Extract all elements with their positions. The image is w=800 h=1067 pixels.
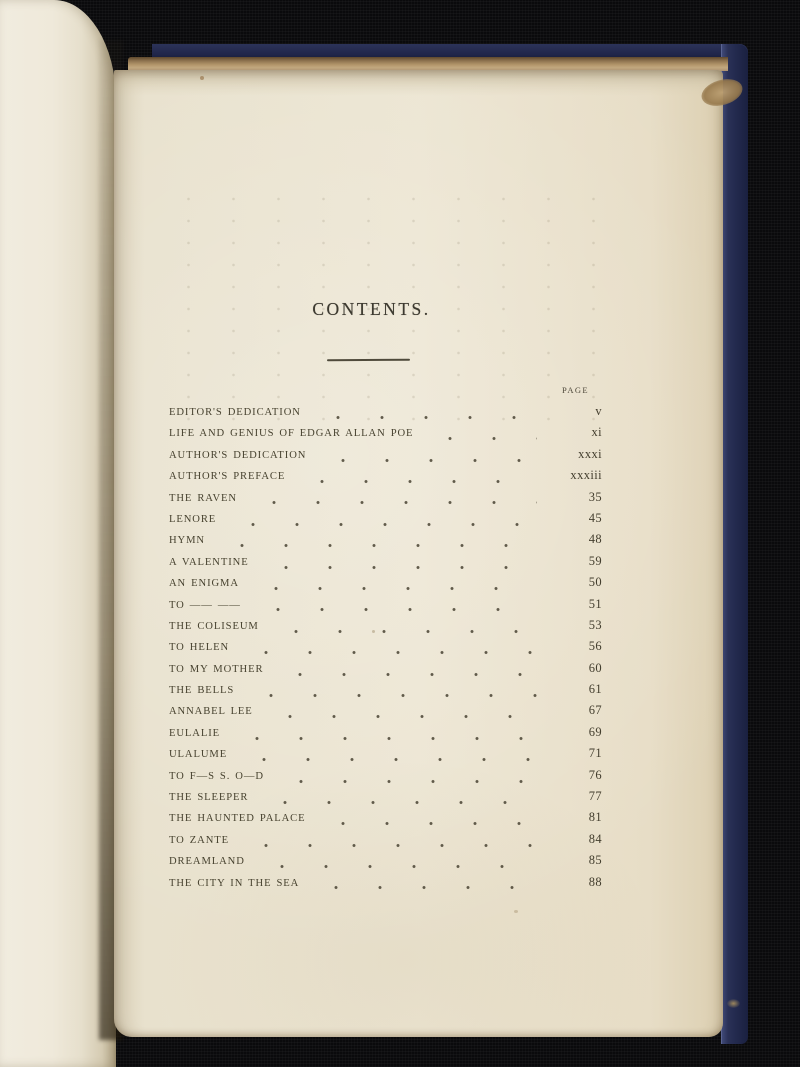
- toc-entry-page-number: 71: [588, 746, 602, 761]
- toc-row: [169, 425, 602, 446]
- toc-row: [169, 768, 602, 789]
- dot-leader: [260, 563, 537, 572]
- dot-leader: [317, 456, 537, 465]
- dot-leader: [240, 648, 537, 657]
- toc-entry-title: THE BELLS: [169, 685, 235, 697]
- toc-entry-title: LIFE AND GENIUS OF EDGAR ALLAN POE: [169, 428, 414, 440]
- toc-entry-page-number: 45: [588, 510, 602, 525]
- toc-entry-page-number: 77: [588, 789, 602, 804]
- dot-leader: [424, 434, 537, 443]
- toc-entry-page-number: v: [595, 404, 602, 418]
- toc-entry-title: TO HELEN: [169, 642, 229, 654]
- toc-entry-title: THE COLISEUM: [169, 620, 259, 632]
- toc-row: [169, 532, 602, 553]
- page-title: CONTENTS.: [312, 299, 431, 319]
- dot-leader: [245, 691, 537, 700]
- toc-entry-page-number: xxxiii: [570, 468, 602, 483]
- toc-entry-title: DREAMLAND: [169, 856, 245, 868]
- toc-row: [169, 853, 602, 874]
- toc-row: [169, 554, 602, 575]
- toc-entry-title: EULALIE: [169, 727, 221, 739]
- dot-leader: [275, 777, 537, 786]
- toc-entry-title: EDITOR'S DEDICATION: [169, 407, 301, 418]
- toc-entry-title: ULALUME: [169, 749, 228, 761]
- toc-entry-page-number: 51: [588, 596, 602, 611]
- dot-leader: [227, 520, 537, 529]
- paper-speck: [200, 76, 204, 80]
- toc-entry-page-number: 84: [588, 831, 602, 846]
- toc-row: [169, 661, 602, 682]
- toc-entry-title: HYMN: [169, 535, 205, 547]
- dot-leader: [270, 627, 537, 636]
- toc-row: [169, 490, 602, 511]
- toc-entry-page-number: 81: [588, 810, 602, 825]
- toc-row: [169, 468, 602, 489]
- toc-entry-title: TO F—S S. O—D: [169, 770, 264, 782]
- toc-entry-page-number: 50: [588, 575, 602, 590]
- toc-entry-page-number: 53: [588, 617, 602, 632]
- dot-leader: [250, 584, 537, 593]
- dot-leader: [216, 541, 537, 550]
- dot-leader: [256, 862, 537, 871]
- toc-row: [169, 618, 602, 639]
- toc-row: [169, 511, 602, 532]
- toc-entry-title: AN ENIGMA: [169, 578, 239, 590]
- toc-entry-page-number: 76: [588, 767, 602, 782]
- toc-row: [169, 447, 602, 468]
- toc-row: [169, 875, 602, 896]
- toc-entry-title: TO —— ——: [169, 599, 241, 611]
- table-of-contents: [169, 385, 602, 896]
- dot-leader: [264, 712, 537, 721]
- toc-entry-title: TO ZANTE: [169, 834, 229, 846]
- dot-leader: [238, 755, 537, 764]
- dot-leader: [248, 498, 537, 507]
- toc-entry-title: A VALENTINE: [169, 556, 249, 568]
- toc-entry-title: THE SLEEPER: [169, 792, 249, 804]
- toc-row: [169, 639, 602, 660]
- dot-leader: [310, 883, 537, 892]
- toc-entry-title: AUTHOR'S PREFACE: [169, 471, 286, 483]
- page-column-header: PAGE: [561, 385, 589, 395]
- toc-entry-page-number: 67: [588, 703, 602, 718]
- toc-entry-page-number: xxxi: [578, 446, 602, 461]
- toc-entry-title: THE CITY IN THE SEA: [169, 877, 300, 889]
- toc-row: [169, 789, 602, 810]
- toc-entry-title: TO MY MOTHER: [169, 663, 264, 675]
- toc-entry-page-number: 61: [588, 682, 602, 697]
- toc-row: [169, 746, 602, 767]
- dot-leader: [259, 798, 537, 807]
- toc-entry-page-number: 60: [588, 660, 602, 675]
- toc-entry-page-number: 85: [588, 853, 602, 868]
- toc-row: [169, 597, 602, 618]
- toc-entry-page-number: 88: [588, 874, 602, 889]
- toc-entry-title: AUTHOR'S DEDICATION: [169, 449, 307, 461]
- paper-speck: [514, 910, 518, 913]
- toc-row: [169, 703, 602, 724]
- worn-cover-fleck: [727, 999, 740, 1008]
- toc-entry-page-number: 56: [588, 639, 602, 654]
- toc-row: [169, 810, 602, 831]
- toc-entry-page-number: xi: [591, 425, 602, 440]
- toc-entry-page-number: 69: [588, 724, 602, 739]
- toc-entry-title: THE RAVEN: [169, 492, 237, 504]
- toc-entry-page-number: 59: [588, 553, 602, 568]
- toc-row: [169, 404, 602, 425]
- page-block-top-edge: [128, 57, 728, 71]
- dot-leader: [274, 670, 537, 679]
- toc-entry-title: THE HAUNTED PALACE: [169, 813, 306, 825]
- toc-entry-title: LENORE: [169, 513, 217, 525]
- dot-leader: [231, 734, 537, 743]
- toc-row: [169, 832, 602, 853]
- dot-leader: [296, 477, 537, 486]
- toc-entry-page-number: 35: [588, 489, 602, 504]
- dot-leader: [317, 819, 537, 828]
- book-cover-right-edge: [721, 44, 748, 1044]
- toc-entry-page-number: 48: [588, 532, 602, 547]
- dot-leader: [240, 841, 537, 850]
- toc-entry-title: ANNABEL LEE: [169, 706, 253, 718]
- toc-rows: [169, 404, 602, 896]
- dot-leader: [252, 605, 537, 614]
- toc-row: [169, 575, 602, 596]
- contents-page: [114, 70, 723, 1037]
- dot-leader: [312, 413, 537, 422]
- toc-row: [169, 682, 602, 703]
- toc-row: [169, 725, 602, 746]
